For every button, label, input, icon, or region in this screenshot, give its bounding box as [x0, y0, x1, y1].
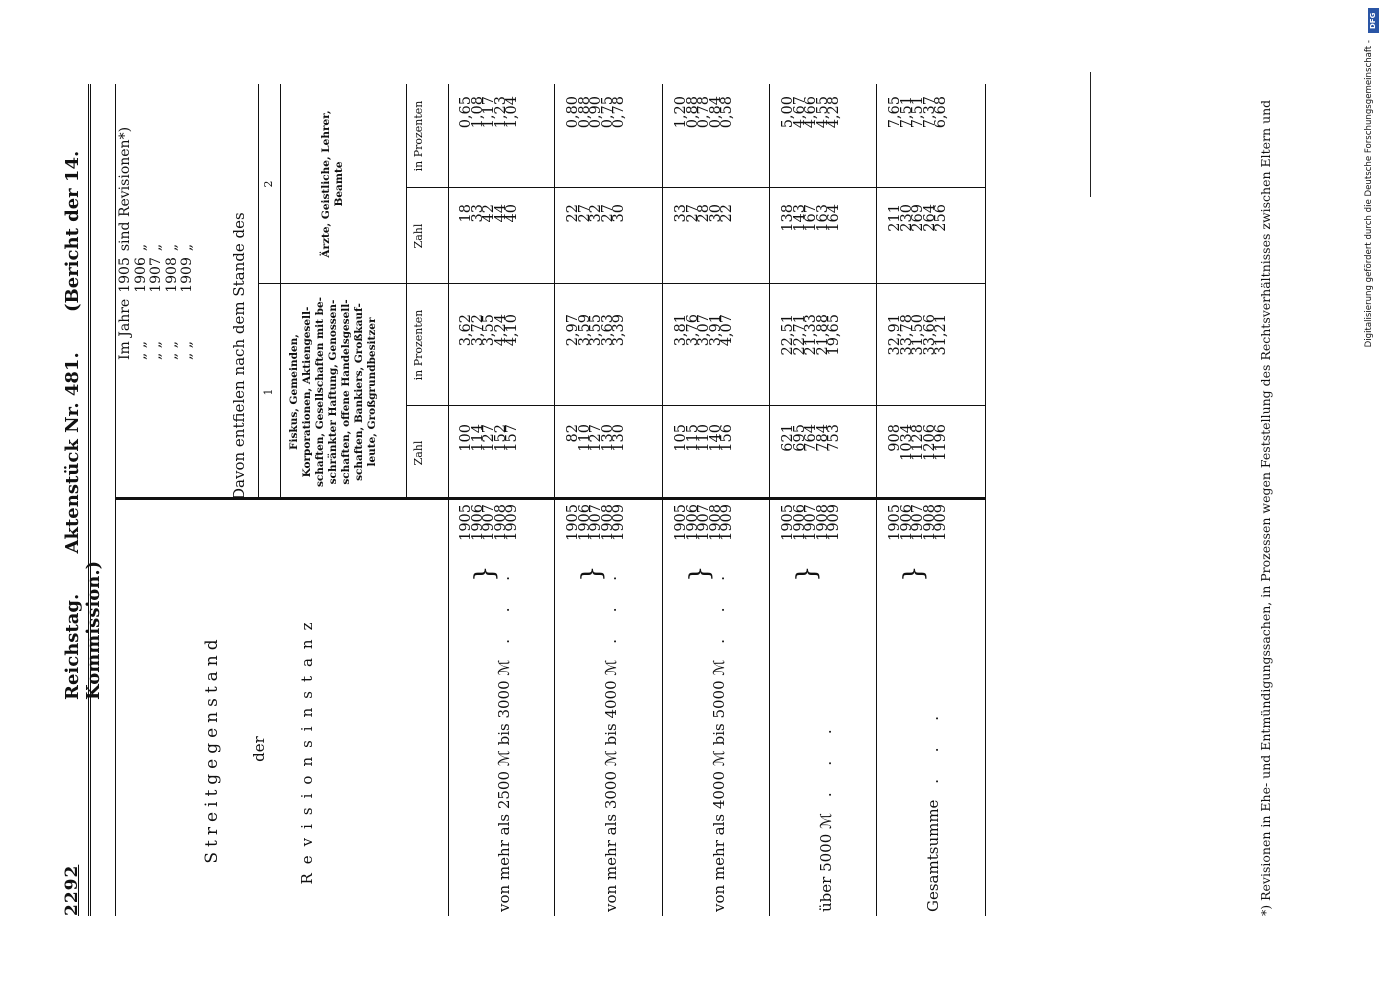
value-cell: 0,65 — [458, 96, 474, 129]
value-cell: 130 — [599, 424, 616, 452]
years-intro — [118, 121, 196, 360]
value-cell: 264 — [921, 204, 938, 232]
group-label — [495, 565, 513, 912]
value-cell: 3,39 — [611, 314, 627, 347]
stub-heading-line: der — [250, 736, 268, 762]
year-cell: 1907 — [910, 504, 926, 541]
years-intro-cell: sind Revisionen*) — [117, 126, 133, 252]
group-label-text: von mehr als 3000 ℳ bis 4000 ℳ — [602, 659, 620, 912]
value-cell: 30 — [707, 204, 724, 223]
footnote: *) Revisionen in Ehe- und Entmündigungssachen, in Prozessen wegen Feststellung des Rechtsverhältnisses zwischen Eltern und — [1258, 99, 1273, 916]
years-intro-cell: 1906 — [132, 257, 149, 293]
value-cell: 21,33 — [803, 314, 819, 356]
group-label — [602, 565, 620, 912]
year-cell: 1908 — [599, 504, 616, 541]
value-cell: 1206 — [921, 424, 938, 461]
value-cell: 1,04 — [504, 96, 520, 129]
value-cell: 4,66 — [803, 96, 819, 129]
value-cell: 764 — [803, 424, 819, 452]
value-cell: 22,51 — [780, 314, 796, 356]
col-c1-proz — [458, 314, 520, 406]
value-cell: 22 — [565, 204, 581, 223]
value-cell: 32 — [588, 204, 604, 223]
col-title-1: Fiskus, Gemeinden, Korporationen, Aktiengesellschaften, Gesellschaften mit beschränkter Haftung, Genossenschaften, offene Handelsgesellschaften, Bankiers, Großkaufleute, Großgrundbesitzer — [288, 296, 378, 488]
ditto-mark: „ — [163, 243, 180, 252]
davon-rule — [258, 84, 259, 500]
year-cell: 1909 — [504, 504, 520, 541]
years-intro-cell: 1908 — [163, 257, 180, 293]
col-c1-zahl — [887, 424, 949, 500]
year-cell: 1909 — [611, 504, 627, 541]
year-cell: 1906 — [469, 504, 486, 541]
col-c2-proz — [780, 96, 842, 188]
group-label-text: Gesamtsumme — [924, 799, 942, 912]
leader-dots: . . . — [710, 564, 728, 660]
value-cell: 211 — [887, 204, 903, 232]
col-c2-zahl — [673, 204, 735, 284]
value-cell: 127 — [481, 424, 497, 452]
year-cell: 1906 — [576, 504, 593, 541]
value-cell: 27 — [684, 204, 701, 223]
col-c2-zahl — [887, 204, 949, 284]
year-cell: 1905 — [458, 504, 474, 541]
value-cell: 33,66 — [921, 314, 938, 356]
subhead-zahl-2: Zahl — [412, 223, 425, 249]
brace: } — [685, 565, 715, 582]
digitization-note: Digitalisierung gefördert durch die Deutsche Forschungsgemeinschaft - — [1364, 40, 1374, 348]
value-cell: 0,58 — [719, 96, 735, 129]
value-cell: 3,63 — [599, 314, 616, 347]
running-title-part: Aktenstück Nr. 481. — [62, 352, 83, 554]
value-cell: 82 — [565, 424, 581, 443]
ditto-mark: „ — [179, 352, 195, 360]
value-cell: 0,78 — [696, 96, 712, 129]
value-cell: 3,91 — [707, 314, 724, 347]
value-cell: 1196 — [933, 424, 949, 461]
value-cell: 1128 — [910, 424, 926, 461]
page-number: 2292 — [62, 864, 82, 916]
col-c1-proz — [673, 314, 735, 406]
davon-heading: Davon entfielen nach dem Stande des — [230, 212, 248, 500]
value-cell: 3,59 — [576, 314, 593, 347]
col-c2-zahl — [780, 204, 842, 284]
table-top-rule — [115, 84, 116, 916]
year-cell: 1908 — [921, 504, 938, 541]
col-c2-zahl — [565, 204, 627, 284]
leader-dots: . . . — [924, 704, 942, 800]
year-cell: 1906 — [684, 504, 701, 541]
leader-dots: . . . — [602, 564, 620, 660]
ditto-mark: „ — [132, 341, 149, 349]
value-cell: 1,17 — [481, 96, 497, 129]
year-cell: 1907 — [481, 504, 497, 541]
brace: } — [792, 565, 822, 582]
value-cell: 100 — [458, 424, 474, 452]
value-cell: 230 — [898, 204, 915, 232]
col-number-1: 1 — [262, 388, 275, 396]
value-cell: 7,65 — [887, 96, 903, 129]
header-bottom-rule — [448, 84, 449, 916]
group-label — [710, 565, 728, 912]
value-cell: 127 — [588, 424, 604, 452]
col-title-2: Ärzte, Geistliche, Lehrer, Beamte — [320, 110, 345, 258]
value-cell: 4,55 — [814, 96, 831, 129]
value-cell: 21,88 — [814, 314, 831, 356]
top-double-rule — [88, 84, 91, 916]
value-cell: 1,20 — [673, 96, 689, 129]
group-label — [924, 705, 942, 912]
value-cell: 753 — [826, 424, 842, 452]
stub-heading — [118, 582, 316, 916]
value-cell: 33,78 — [898, 314, 915, 356]
year-cell: 1907 — [696, 504, 712, 541]
col-years — [673, 504, 735, 568]
value-cell: 7,51 — [910, 96, 926, 129]
value-cell: 0,88 — [684, 96, 701, 129]
ditto-mark: „ — [132, 352, 149, 360]
value-cell: 4,24 — [492, 314, 509, 347]
col-c1-zahl — [458, 424, 520, 500]
value-cell: 3,07 — [696, 314, 712, 347]
year-cell: 1907 — [803, 504, 819, 541]
value-cell: 2,97 — [565, 314, 581, 347]
value-cell: 105 — [673, 424, 689, 452]
ditto-mark: „ — [148, 243, 164, 252]
group-label-text: von mehr als 4000 ℳ bis 5000 ℳ — [710, 659, 728, 912]
col-c1-proz — [887, 314, 949, 406]
col-c1-zahl — [780, 424, 842, 500]
ditto-mark: „ — [163, 341, 180, 349]
col-number-2: 2 — [262, 180, 275, 188]
subhead-rule — [406, 84, 407, 500]
value-cell: 3,81 — [673, 314, 689, 347]
value-cell: 0,90 — [588, 96, 604, 129]
year-cell: 1905 — [565, 504, 581, 541]
value-cell: 31,21 — [933, 314, 949, 356]
dfg-logo: DFG — [1368, 8, 1379, 33]
value-cell: 0,84 — [707, 96, 724, 129]
ditto-mark: „ — [148, 352, 164, 360]
value-cell: 908 — [887, 424, 903, 452]
value-cell: 30 — [611, 204, 627, 223]
running-title-part: (Bericht der 14. Kommission.) — [62, 150, 104, 700]
value-cell: 114 — [469, 424, 486, 452]
value-cell: 3,76 — [684, 314, 701, 347]
value-cell: 0,75 — [599, 96, 616, 129]
value-cell: 7,51 — [898, 96, 915, 129]
value-cell: 269 — [910, 204, 926, 232]
year-cell: 1905 — [780, 504, 796, 541]
value-cell: 4,07 — [719, 314, 735, 347]
subhead-proz-2: in Prozenten — [412, 100, 425, 172]
col-c2-zahl — [458, 204, 520, 284]
col-c1-zahl — [565, 424, 627, 500]
ditto-mark: „ — [132, 243, 149, 252]
value-cell: 110 — [576, 424, 593, 452]
year-cell: 1908 — [814, 504, 831, 541]
subhead-proz-1: in Prozenten — [412, 309, 425, 381]
running-title-part: Reichstag. — [62, 593, 83, 700]
value-cell: 27 — [576, 204, 593, 223]
value-cell: 138 — [780, 204, 796, 232]
value-cell: 152 — [492, 424, 509, 452]
group-rule — [769, 84, 770, 916]
value-cell: 7,37 — [921, 96, 938, 129]
value-cell: 256 — [933, 204, 949, 232]
year-cell: 1909 — [719, 504, 735, 541]
running-title — [62, 0, 104, 700]
value-cell: 18 — [458, 204, 474, 223]
value-cell: 4,67 — [791, 96, 808, 129]
ditto-mark: „ — [163, 352, 180, 360]
col-years — [458, 504, 520, 568]
value-cell: 167 — [803, 204, 819, 232]
brace: } — [899, 565, 929, 582]
col-c2-proz — [673, 96, 735, 188]
value-cell: 163 — [814, 204, 831, 232]
value-cell: 1,08 — [469, 96, 486, 129]
years-intro-cell: Im Jahre — [117, 298, 133, 360]
value-cell: 157 — [504, 424, 520, 452]
col-c2-proz — [887, 96, 949, 188]
col-c1-proz — [780, 314, 842, 406]
group-rule — [554, 84, 555, 916]
value-cell: 115 — [684, 424, 701, 452]
value-cell: 3,62 — [458, 314, 474, 347]
group-label — [817, 718, 835, 912]
value-cell: 27 — [599, 204, 616, 223]
year-cell: 1909 — [933, 504, 949, 541]
value-cell: 22 — [719, 204, 735, 223]
year-cell: 1905 — [887, 504, 903, 541]
year-cell: 1908 — [492, 504, 509, 541]
leader-dots: . . . — [495, 564, 513, 660]
value-cell: 4,28 — [826, 96, 842, 129]
value-cell: 28 — [696, 204, 712, 223]
col-years — [565, 504, 627, 568]
value-cell: 3,55 — [588, 314, 604, 347]
value-cell: 110 — [696, 424, 712, 452]
value-cell: 32,91 — [887, 314, 903, 356]
value-cell: 42 — [481, 204, 497, 223]
col-c1-proz — [565, 314, 627, 406]
value-cell: 33 — [673, 204, 689, 223]
value-cell: 1,23 — [492, 96, 509, 129]
brace: } — [577, 565, 607, 582]
value-cell: 19,65 — [826, 314, 842, 356]
ditto-mark: „ — [148, 341, 164, 349]
subhead-zahl-1: Zahl — [412, 440, 425, 466]
col-number-rule — [280, 84, 281, 500]
group-label-text: über 5000 ℳ — [817, 812, 835, 912]
value-cell: 0,88 — [576, 96, 593, 129]
col-c1-zahl — [673, 424, 735, 500]
stub-heading-line: Streitgegenstand — [202, 634, 222, 864]
value-cell: 130 — [611, 424, 627, 452]
year-cell: 1908 — [707, 504, 724, 541]
value-cell: 5,00 — [780, 96, 796, 129]
leader-dots: . . . — [817, 718, 835, 813]
value-cell: 695 — [791, 424, 808, 452]
value-cell: 22,71 — [791, 314, 808, 356]
table-bottom-rule — [985, 84, 986, 916]
value-cell: 143 — [791, 204, 808, 232]
value-cell: 156 — [719, 424, 735, 452]
group-label-text: von mehr als 2500 ℳ bis 3000 ℳ — [495, 659, 513, 912]
col-c2-proz — [458, 96, 520, 188]
value-cell: 31,50 — [910, 314, 926, 356]
value-cell: 1034 — [898, 424, 915, 461]
value-cell: 3,55 — [481, 314, 497, 347]
years-intro-cell: 1907 — [148, 257, 164, 293]
value-cell: 621 — [780, 424, 796, 452]
value-cell: 164 — [826, 204, 842, 232]
year-cell: 1905 — [673, 504, 689, 541]
group-rule — [876, 84, 877, 916]
value-cell: 784 — [814, 424, 831, 452]
stub-heading-line: Revisionsinstanz — [298, 613, 316, 885]
years-intro-cell: 1909 — [179, 257, 195, 293]
year-cell: 1907 — [588, 504, 604, 541]
year-cell: 1906 — [898, 504, 915, 541]
ditto-mark: „ — [179, 243, 195, 252]
col-c2-proz — [565, 96, 627, 188]
value-cell: 44 — [492, 204, 509, 223]
ditto-mark: „ — [179, 341, 195, 349]
value-cell: 3,72 — [469, 314, 486, 347]
value-cell: 0,80 — [565, 96, 581, 129]
value-cell: 33 — [469, 204, 486, 223]
year-cell: 1909 — [826, 504, 842, 541]
value-cell: 4,10 — [504, 314, 520, 347]
brace: } — [470, 565, 500, 582]
group-rule — [662, 84, 663, 916]
years-intro-cell: 1905 — [117, 257, 133, 293]
value-cell: 140 — [707, 424, 724, 452]
value-cell: 6,68 — [933, 96, 949, 129]
col-years — [780, 504, 842, 568]
col-years — [887, 504, 949, 568]
value-cell: 0,78 — [611, 96, 627, 129]
year-cell: 1906 — [791, 504, 808, 541]
value-cell: 40 — [504, 204, 520, 223]
